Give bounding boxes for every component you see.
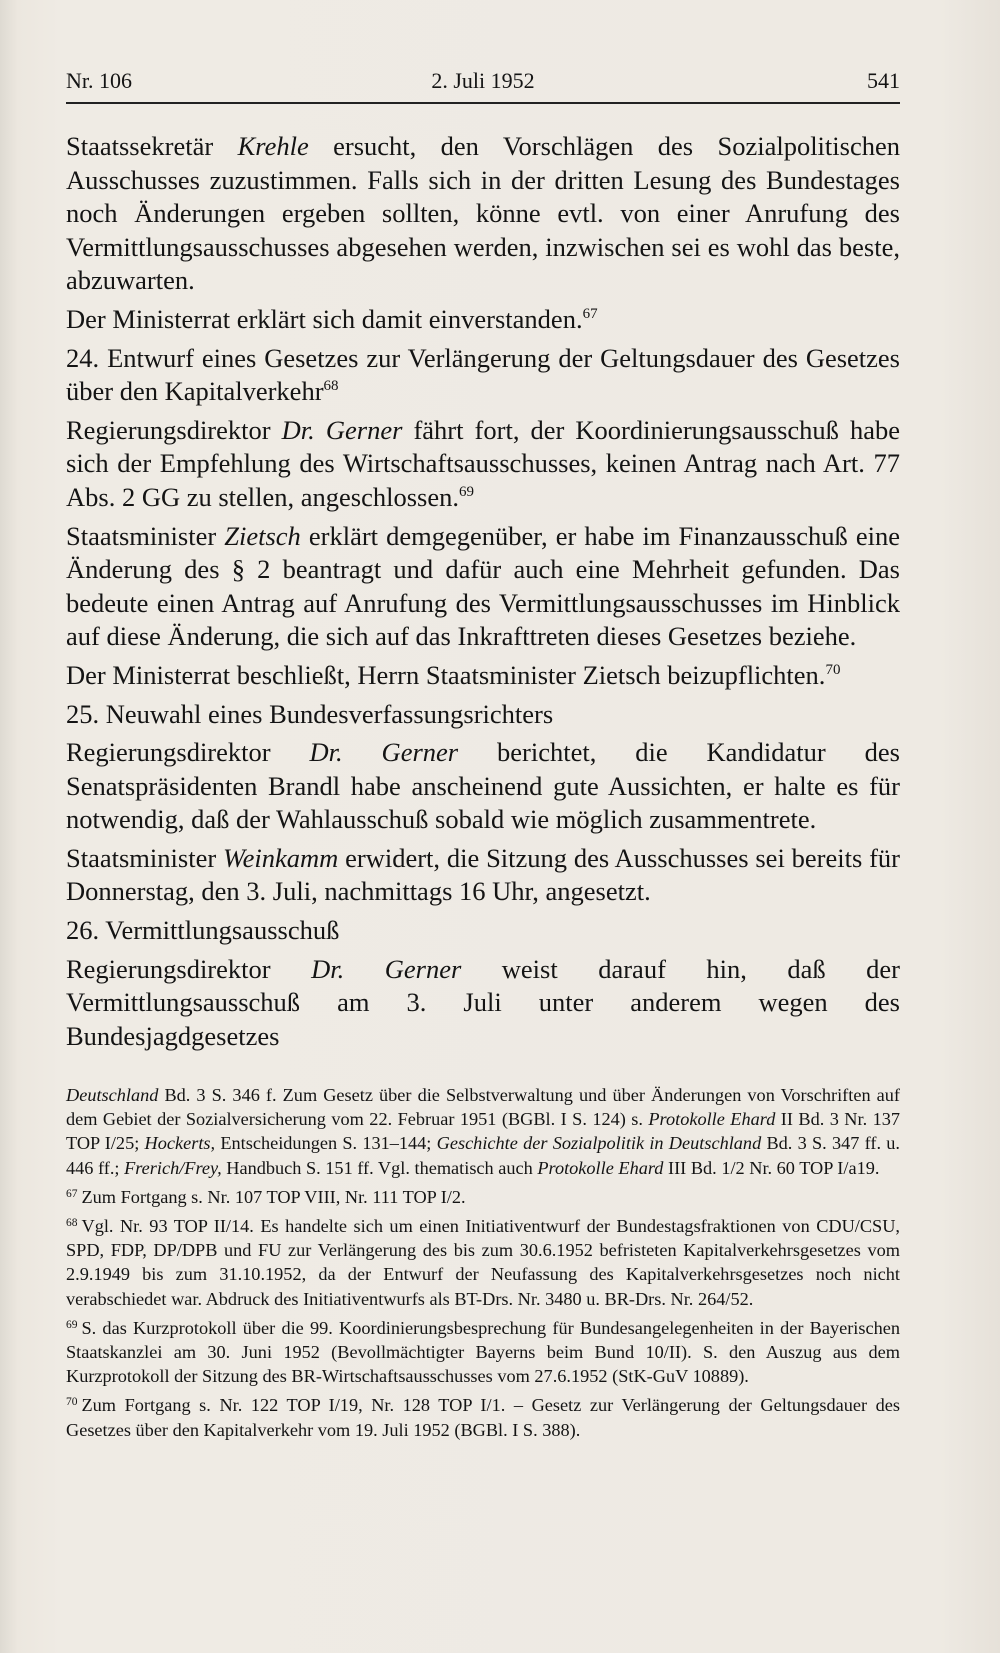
paragraph-decision-70: Der Ministerrat beschließt, Herrn Staatsminister Zietsch beizupflichten.$^{70}$ (66, 659, 841, 690)
footnote-ref: 70 (825, 661, 841, 678)
paragraph-krehle: Staatssekretär Krehle ersucht, den Vorschlägen des Sozialpolitischen Ausschusses zuzustimmen. Falls sich in der dritten Lesung des Bundestages noch Änderungen ergeben sollten, könne evtl. von einer Anrufung des Vermittlungsausschusses abgesehen werden, inzwischen sei es wohl das beste, abzuwarten. (66, 131, 900, 296)
footnote-ref: 67 (582, 305, 598, 322)
speaker-name: Weinkamm (222, 842, 339, 873)
paragraph-gerner-3: Regierungsdirektor Dr. Gerner weist darauf hin, daß der Vermittlungsausschuß am 3. Juli unter anderem wegen des Bundesjagdgesetzes (66, 953, 900, 1051)
running-header (66, 62, 900, 104)
page-number: 541 (867, 68, 900, 93)
header-date: 2. Juli 1952 (431, 68, 535, 93)
paragraph-gerner-1: Regierungsdirektor Dr. Gerner fährt fort, der Koordinierungsausschuß habe sich der Empfehlung des Wirtschaftsausschusses, keinen Antrag nach Art. 77 Abs. 2 GG zu stellen, angeschlossen.$^{69}$ (66, 414, 900, 512)
speaker-name: Dr. Gerner (309, 737, 459, 768)
footnotes (66, 1083, 900, 1444)
paragraph-weinkamm: Staatsminister Weinkamm erwidert, die Sitzung des Ausschusses sei bereits für Donnerstag, den 3. Juli, nachmittags 16 Uhr, angesetzt. (66, 842, 900, 907)
document-number: Nr. 106 (66, 68, 132, 93)
footnote-ref: 68 (323, 378, 339, 395)
paragraph-zietsch: Staatsminister Zietsch erklärt demgegenüber, er habe im Finanzausschuß eine Änderung des § 2 beantragt und dafür auch eine Mehrheit gefunden. Das bedeute einen Antrag auf Anrufung des Vermittlungsausschusses im Hinblick auf diese Änderung, die sich auf das Inkrafttreten dieses Gesetzes beziehe. (66, 520, 900, 652)
footnote-69: $^{69}$ S. das Kurzprotokoll über die 99. Koordinierungsbesprechung für Bundesangelegenheiten in der Bayerischen Staatskanzlei am 30. Juni 1952 (Bevollmächtigter Bayerns beim Bund 10/II). S. den Auszug aus dem Kurzprotokoll der Sitzung des BR-Wirtschaftsausschusses vom 27.6.1952 (StK-GuV 10889). (66, 1317, 900, 1387)
speaker-name: Dr. Gerner (281, 414, 403, 445)
footnote-70: $^{70}$ Zum Fortgang s. Nr. 122 TOP I/19, Nr. 128 TOP I/1. – Gesetz zur Verlängerung der Geltungsdauer des Gesetzes über den Kapitalverkehr vom 19. Juli 1952 (BGBl. I S. 388). (66, 1395, 900, 1440)
main-text (66, 130, 900, 1058)
agenda-item-24: 24. Entwurf eines Gesetzes zur Verlängerung der Geltungsdauer des Gesetzes über den Kapitalverkehr$^{68}$ (66, 342, 900, 407)
footnote-continuation: Deutschland Bd. 3 S. 346 f. Zum Gesetz über die Selbstverwaltung und über Änderungen von Vorschriften auf dem Gebiet der Sozialversicherung vom 22. Februar 1951 (BGBl. I S. 124) s. Protokolle Ehard II Bd. 3 Nr. 137 TOP I/25; Hockerts, Entscheidungen S. 131–144; Geschichte der Sozialpolitik in Deutschland Bd. 3 S. 347 ff. u. 446 ff.; Frerich/Frey, Handbuch S. 151 ff. Vgl. thematisch auch Protokolle Ehard III Bd. 1/2 Nr. 60 TOP I/a19. (66, 1085, 900, 1178)
footnote-67: $^{67}$ Zum Fortgang s. Nr. 107 TOP VIII, Nr. 111 TOP I/2. (66, 1186, 466, 1207)
speaker-name: Zietsch (224, 520, 301, 551)
paragraph-gerner-2: Regierungsdirektor Dr. Gerner berichtet, die Kandidatur des Senatspräsidenten Brandl habe anscheinend gute Aussichten, er halte es für notwendig, daß der Wahlausschuß sobald wie möglich zusammentrete. (66, 737, 900, 835)
agenda-item-26: 26. Vermittlungsausschuß (66, 915, 340, 946)
speaker-name: Dr. Gerner (311, 953, 462, 984)
footnote-68: $^{68}$ Vgl. Nr. 93 TOP II/14. Es handelte sich um einen Initiativentwurf der Bundestagsfraktionen von CDU/CSU, SPD, FDP, DP/DPB und FU zur Verlängerung des bis zum 30.6.1952 befristeten Kapitalverkehrsgesetzes vom 2.9.1949 bis zum 31.10.1952, da der Entwurf der Neufassung des Kapitalverkehrsgesetzes noch nicht verabschiedet war. Abdruck des Initiativentwurfs als BT-Drs. Nr. 3480 u. BR-Drs. Nr. 264/52. (66, 1216, 900, 1309)
speaker-name: Krehle (237, 131, 309, 161)
footnote-ref: 69 (459, 483, 475, 500)
paragraph-decision-67: Der Ministerrat erklärt sich damit einverstanden.$^{67}$ (66, 303, 598, 334)
agenda-item-25: 25. Neuwahl eines Bundesverfassungsrichters (66, 698, 554, 729)
